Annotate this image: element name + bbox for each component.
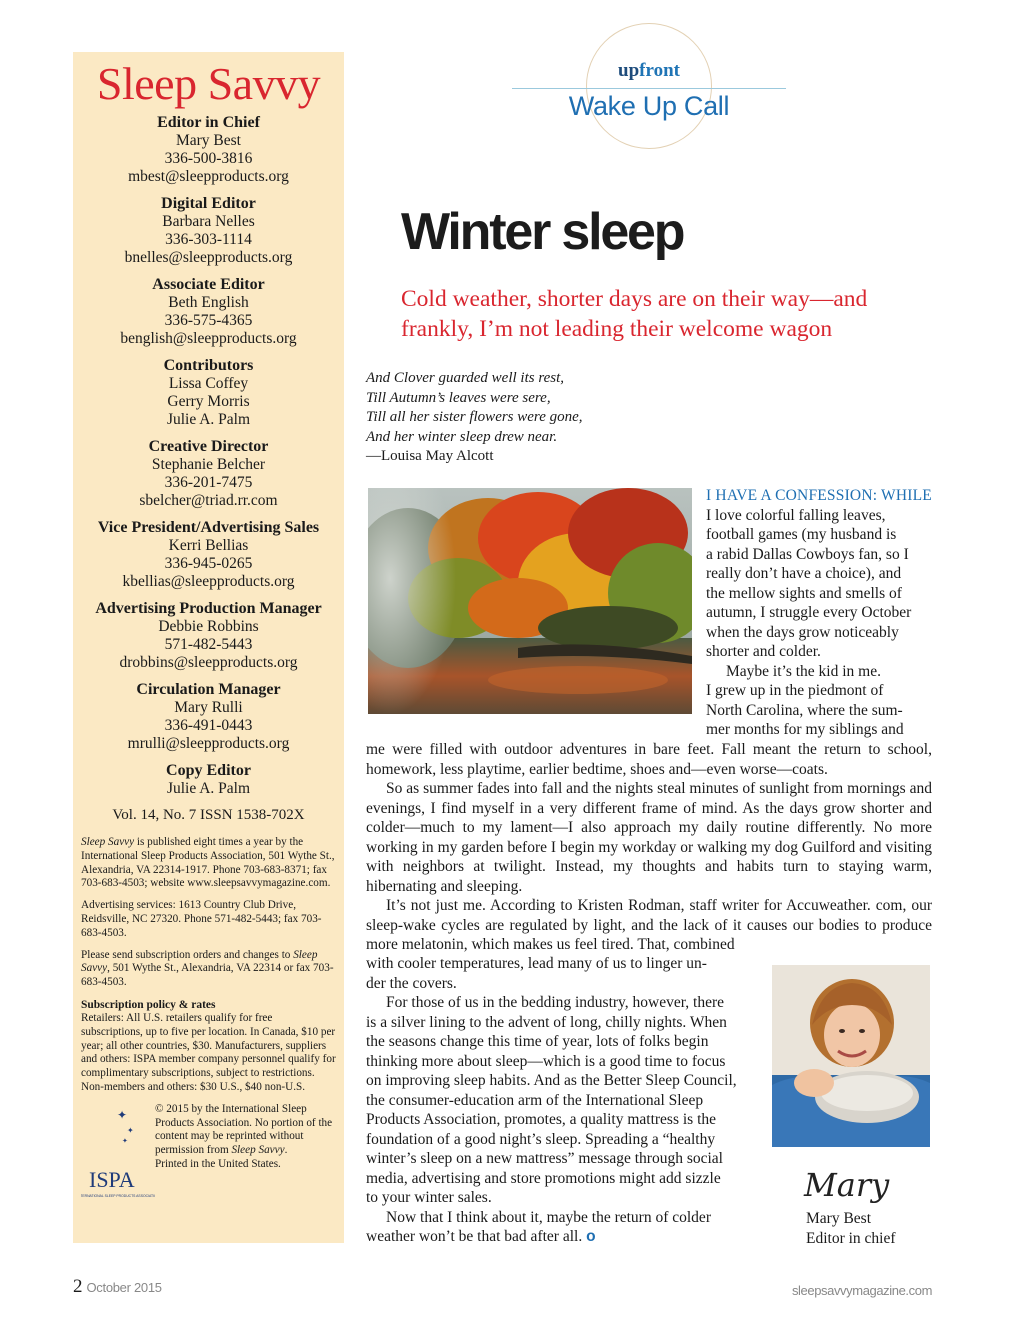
staff-detail: bnelles@sleepproducts.org: [124, 249, 293, 266]
body-line: I grew up in the piedmont of: [706, 682, 884, 699]
staff-block: [81, 681, 336, 753]
staff-list: [81, 114, 336, 798]
staff-detail: Julie A. Palm: [166, 411, 251, 428]
paragraph-3: So as summer fades into fall and the nights steal minutes of sunlight from mornings and evenings, I find myself in a very different frame of mind. As the days grow shorter and colder—much to my lament—I also approach my daily routine differently. No more working in my garden before I begin my workday or walking my dog Guilford and visiting with neighbors at twilight. Instead, my thoughts and habits turn to staying warm, hibernating and sleeping.: [366, 780, 932, 895]
body-line: I love colorful falling leaves,: [706, 506, 886, 524]
staff-detail: 336-491-0443: [164, 717, 253, 734]
copyright-post: .: [284, 1144, 288, 1157]
staff-detail: sbelcher@triad.rr.com: [139, 492, 278, 509]
staff-role: Associate Editor: [152, 276, 265, 293]
article-body-full-column: [366, 740, 932, 955]
ispa-moon-icon: [81, 1103, 155, 1203]
column-name: Wake Up Call: [568, 91, 730, 121]
staff-role: Advertising Production Manager: [95, 600, 322, 617]
author-name: Mary Best: [806, 1210, 872, 1227]
publication-name: Sleep Savvy: [81, 836, 135, 848]
staff-detail: Lissa Coffey: [168, 375, 249, 392]
poem-attribution: —Louisa May Alcott: [366, 448, 494, 464]
staff-role: Digital Editor: [161, 195, 256, 212]
svg-text:✦: ✦: [122, 1136, 128, 1145]
staff-detail: Julie A. Palm: [166, 780, 251, 797]
staff-detail: 571-482-5443: [164, 636, 253, 653]
staff-block: [81, 519, 336, 591]
staff-detail: Kerri Bellias: [168, 537, 249, 554]
printed-in: Printed in the United States.: [155, 1157, 281, 1170]
author-signature: [800, 1162, 910, 1208]
body-line: when the days grow noticeably: [706, 623, 899, 641]
subscription-policy-text: Retailers: All U.S. retailers qualify for free subscriptions, up to five per location. In Canada, $10 per year; all other countries, $30. Manufacturers, suppliers and others: ISPA member company personnel qualify for complimentary subscriptions, subject to restrictions. Non-members and others: $30 U.S., $40 non-U.S.: [81, 1011, 336, 1093]
autumn-trees-photo: [368, 488, 692, 714]
body-line: der the covers.: [366, 974, 457, 992]
body-line: Now that I think about it, maybe the return of colder: [386, 1208, 711, 1226]
body-line: to your winter sales.: [366, 1189, 492, 1206]
staff-detail: drobbins@sleepproducts.org: [119, 654, 298, 671]
staff-detail: Mary Best: [175, 132, 241, 149]
poem-line: And Clover guarded well its rest,: [366, 370, 565, 386]
paragraph-6: [366, 1208, 758, 1247]
author-title: Editor in chief: [806, 1229, 896, 1247]
body-line: North Carolina, where the sum-: [706, 701, 903, 719]
author-portrait-image: [772, 965, 930, 1147]
staff-block: [81, 276, 336, 348]
body-line: on improving sleep habits. And as the Better Sleep Council,: [366, 1072, 737, 1089]
masthead-sidebar: [73, 52, 344, 1243]
svg-text:✦: ✦: [127, 1125, 134, 1135]
copyright-notice: [155, 1103, 336, 1158]
paragraph-4-continued: [366, 954, 758, 993]
second-paragraph-lines: [706, 662, 932, 740]
epigraph-poem: [366, 369, 583, 467]
ispa-logo: [81, 1103, 155, 1203]
copyright-text: [155, 1103, 336, 1203]
staff-role: Copy Editor: [166, 762, 251, 779]
staff-detail: mrulli@sleepproducts.org: [127, 735, 290, 752]
subscription-policy-heading: Subscription policy & rates: [81, 998, 216, 1011]
staff-block: [81, 195, 336, 267]
body-line: autumn, I struggle every October: [706, 604, 912, 621]
body-line: the consumer-education arm of the International Sleep: [366, 1091, 704, 1109]
lead-in-caps: I HAVE A CONFESSION: WHILE: [706, 487, 932, 504]
author-credit: [806, 1209, 896, 1248]
staff-detail: kbellias@sleepproducts.org: [122, 573, 295, 590]
volume-issn: Vol. 14, No. 7 ISSN 1538-702X: [112, 807, 305, 823]
staff-detail: 336-575-4365: [164, 312, 253, 329]
staff-block: [81, 600, 336, 672]
paragraph-2-continued: me were filled with outdoor adventures in bare feet. Fall meant the return to school, homework, less playtime, earlier bedtime, shoes and—even worse—coats.: [366, 741, 932, 778]
section-label-front: front: [639, 60, 680, 81]
sleep-savvy-logo: Sleep Savvy: [96, 58, 321, 109]
staff-block: [81, 357, 336, 429]
poem-line: Till Autumn’s leaves were sere,: [366, 389, 551, 406]
body-line: is a silver lining to the advent of long, chilly nights. When: [366, 1013, 727, 1031]
website-url: sleepsavvymagazine.com: [791, 1283, 932, 1298]
author-signature-text: Mary: [804, 1166, 890, 1204]
body-line: really don’t have a choice), and: [706, 565, 902, 582]
publication-info: [81, 836, 336, 891]
publication-details: is published eight times a year by the International Sleep Products Association, 501 Wythe St., Alexandria, VA 22314-1917. Phone 703-683-8371; fax 703-683-4503; website www.sleepsavvymagazine.com.: [81, 836, 335, 890]
staff-detail: Mary Rulli: [174, 699, 243, 716]
article-body-right-column: [706, 486, 932, 740]
body-line: mer months for my siblings and: [706, 721, 904, 738]
staff-block: [81, 762, 336, 798]
ispa-logo-text: ISPA: [89, 1166, 135, 1192]
body-line: shorter and colder.: [706, 643, 821, 660]
autumn-trees-image: [368, 488, 692, 714]
staff-role: Creative Director: [148, 438, 269, 455]
staff-detail: 336-945-0265: [164, 555, 253, 572]
article-body-narrow-column: [366, 954, 758, 1247]
staff-block: [81, 114, 336, 186]
body-line: winter’s sleep on a new mattress” message through social: [366, 1150, 723, 1167]
staff-detail: Gerry Morris: [167, 393, 250, 410]
advertising-services: Advertising services: 1613 Country Club Drive, Reidsville, NC 27320. Phone 571-482-5443; fax 703-683-4503.: [81, 899, 322, 939]
body-line: a rabid Dallas Cowboys fan, so I: [706, 545, 909, 563]
staff-block: [81, 438, 336, 510]
poem-line: Till all her sister flowers were gone,: [366, 409, 583, 425]
body-line: foundation of a good night’s sleep. Spreading a “healthy: [366, 1130, 716, 1148]
section-circle: [586, 23, 712, 149]
body-line: football games (my husband is: [706, 526, 897, 543]
svg-text:✦: ✦: [117, 1107, 128, 1122]
staff-detail: Debbie Robbins: [158, 618, 259, 635]
staff-role: Vice President/Advertising Sales: [97, 519, 320, 536]
author-portrait-photo: [772, 965, 930, 1147]
paragraph-5: [366, 993, 758, 1208]
staff-detail: mbest@sleepproducts.org: [128, 168, 289, 185]
staff-detail: Barbara Nelles: [162, 213, 255, 230]
section-label-up: up: [618, 60, 640, 81]
body-line: the seasons change this time of year, lots of folks begin: [366, 1033, 709, 1050]
section-rule: [512, 88, 786, 89]
article-dek: Cold weather, shorter days are on their way—and frankly, I’m not leading their welcome wagon: [401, 286, 868, 342]
body-line: Products Association, promotes, a quality mattress is the: [366, 1111, 716, 1128]
staff-detail: benglish@sleepproducts.org: [120, 330, 297, 347]
body-line: with cooler temperatures, lead many of us to linger un-: [366, 955, 707, 972]
copyright-area: [81, 1103, 336, 1203]
article-title: Winter sleep: [401, 203, 684, 261]
page-folio: [73, 1276, 162, 1298]
body-line: weather won’t be that bad after all.: [366, 1228, 583, 1245]
ispa-logo-subtext: INTERNATIONAL SLEEP PRODUCTS ASSOCIATION: [81, 1193, 155, 1198]
staff-role: Circulation Manager: [136, 681, 281, 698]
subscription-post: , 501 Wythe St., Alexandria, VA 22314 or fax 703-683-4503.: [81, 962, 334, 989]
poem-lines: [366, 369, 583, 447]
issue-date: October 2015: [86, 1280, 162, 1295]
staff-detail: 336-500-3816: [164, 150, 253, 167]
body-line: the mellow sights and smells of: [706, 584, 902, 602]
paragraph-4: It’s not just me. According to Kristen Rodman, staff writer for Accuweather. com, our sleep-wake cycles are regulated by light, and the lack of it causes our bodies to produce more melatonin, which makes us feel tired. That, combined: [366, 897, 932, 953]
staff-role: Contributors: [163, 357, 254, 374]
page-number: 2: [73, 1276, 83, 1297]
poem-line: And her winter sleep drew near.: [366, 428, 558, 445]
body-line: thinking more about sleep—which is a good time to focus: [366, 1052, 726, 1070]
staff-detail: Beth English: [168, 294, 249, 311]
end-of-article-mark: o: [586, 1228, 596, 1245]
section-label: [586, 60, 712, 82]
body-line: media, advertising and store promotions might add sizzle: [366, 1169, 721, 1187]
staff-detail: Stephanie Belcher: [151, 456, 266, 473]
staff-role: Editor in Chief: [157, 114, 260, 131]
staff-detail: 336-201-7475: [164, 474, 253, 491]
body-line: Maybe it’s the kid in me.: [726, 662, 881, 680]
staff-detail: 336-303-1114: [165, 231, 252, 248]
subscription-info: [81, 949, 336, 990]
body-line: For those of us in the bedding industry, however, there: [386, 994, 725, 1011]
copyright-publication-name: Sleep Savvy: [231, 1144, 285, 1157]
first-paragraph-lines: [706, 506, 932, 662]
copyright-pre: © 2015 by the International Sleep Products Association. No portion of the content may be reprinted without permission from: [155, 1102, 333, 1157]
subscription-publication-name: Sleep Savvy: [81, 948, 318, 975]
subscription-pre: Please send subscription orders and changes to: [81, 948, 294, 961]
